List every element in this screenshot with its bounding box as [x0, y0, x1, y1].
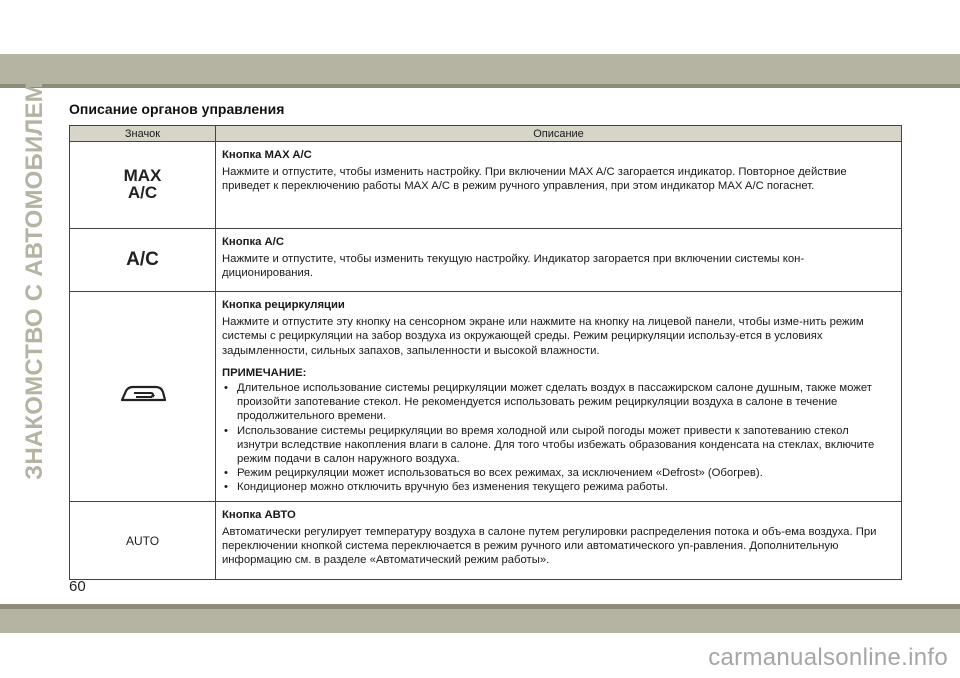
item-text: Нажмите и отпустите эту кнопку на сенсорном экране или нажмите на кнопку на лицевой панели, чтобы изме-нить режим системы с рециркуляции на забор воздуха из окружающей среды. Режим рециркуляции использу-ется в условиях задымленности, сильных запахов, запыленности и высокой влажности.: [222, 316, 864, 357]
ac-icon: A/C: [126, 249, 159, 270]
icon-cell: [70, 142, 216, 229]
header-band-line: [0, 84, 960, 88]
max-ac-icon-line1: MAX: [123, 166, 162, 185]
note-item: • Режим рециркуляции может использоваться во всех режимах, за исключением «Defrost» (Обогрев).: [222, 466, 893, 480]
page-heading: Описание органов управления: [69, 101, 285, 117]
item-text: Автоматически регулирует температуру воздуха в салоне путем регулировки распределения потока и объ-ема воздуха. При переключении кнопкой система переключается в режим ручного или автоматического уп-равления. Дополнительную информацию см. в разделе «Автоматический режим работы».: [222, 525, 877, 567]
note-list: [222, 381, 893, 495]
icon-cell: [70, 292, 216, 502]
item-title: Кнопка A/C: [222, 236, 284, 248]
table-row: [70, 501, 902, 579]
item-text: Нажмите и отпустите, чтобы изменить настройку. При включении MAX A/C загорается индикатор. Повторное действие приведет к переключению работы MAX A/C в режим ручного управления, при этом индикатор MAX A/C погаснет.: [222, 166, 847, 193]
note-title: ПРИМЕЧАНИЕ:: [222, 366, 307, 379]
icon-cell: [70, 229, 216, 292]
recirculation-icon: [118, 382, 168, 411]
icon-cell: [70, 501, 216, 579]
table-header-row: [70, 126, 902, 142]
column-header-icon: Значок: [70, 126, 216, 142]
column-header-description: Описание: [216, 126, 902, 142]
section-side-title: ЗНАКОМСТВО С АВТОМОБИЛЕМ: [21, 82, 48, 480]
page-number: 60: [69, 578, 86, 595]
table-row: [70, 142, 902, 229]
item-text: Нажмите и отпустите, чтобы изменить текущую настройку. Индикатор загорается при включении системы кон-диционирования.: [222, 253, 805, 280]
item-title: Кнопка АВТО: [222, 508, 296, 521]
max-ac-icon: [124, 167, 162, 201]
description-cell: [216, 501, 902, 579]
table-row: [70, 292, 902, 502]
note-item: • Использование системы рециркуляции во время холодной или сырой погоды может привести к запотеванию стекол изнутри вследствие накопления влаги в салоне. Для того чтобы избежать образования конденсата на стеклах, включите режим подачи в салон наружного воздуха.: [222, 424, 893, 467]
description-cell: [216, 142, 902, 229]
item-title: Кнопка рециркуляции: [222, 299, 345, 311]
note-item: • Длительное использование системы рециркуляции может сделать воздух в пассажирском салоне душным, также может произойти запотевание стекол. Не рекомендуется использовать режим рециркуляции воздуха в салоне в течение продолжительного времени.: [222, 381, 893, 424]
top-margin: [0, 0, 960, 54]
note-item: • Кондиционер можно отключить вручную без изменения текущего режима работы.: [222, 480, 893, 494]
controls-table: [69, 125, 902, 580]
watermark: carmanualsonline.info: [708, 644, 948, 671]
max-ac-icon-line2: A/C: [127, 183, 158, 202]
item-title: Кнопка MAX A/C: [222, 149, 312, 161]
description-cell: [216, 292, 902, 502]
table-row: [70, 229, 902, 292]
description-cell: [216, 229, 902, 292]
footer-band: [0, 609, 960, 633]
header-band: [0, 54, 960, 84]
auto-icon: AUTO: [125, 533, 160, 548]
